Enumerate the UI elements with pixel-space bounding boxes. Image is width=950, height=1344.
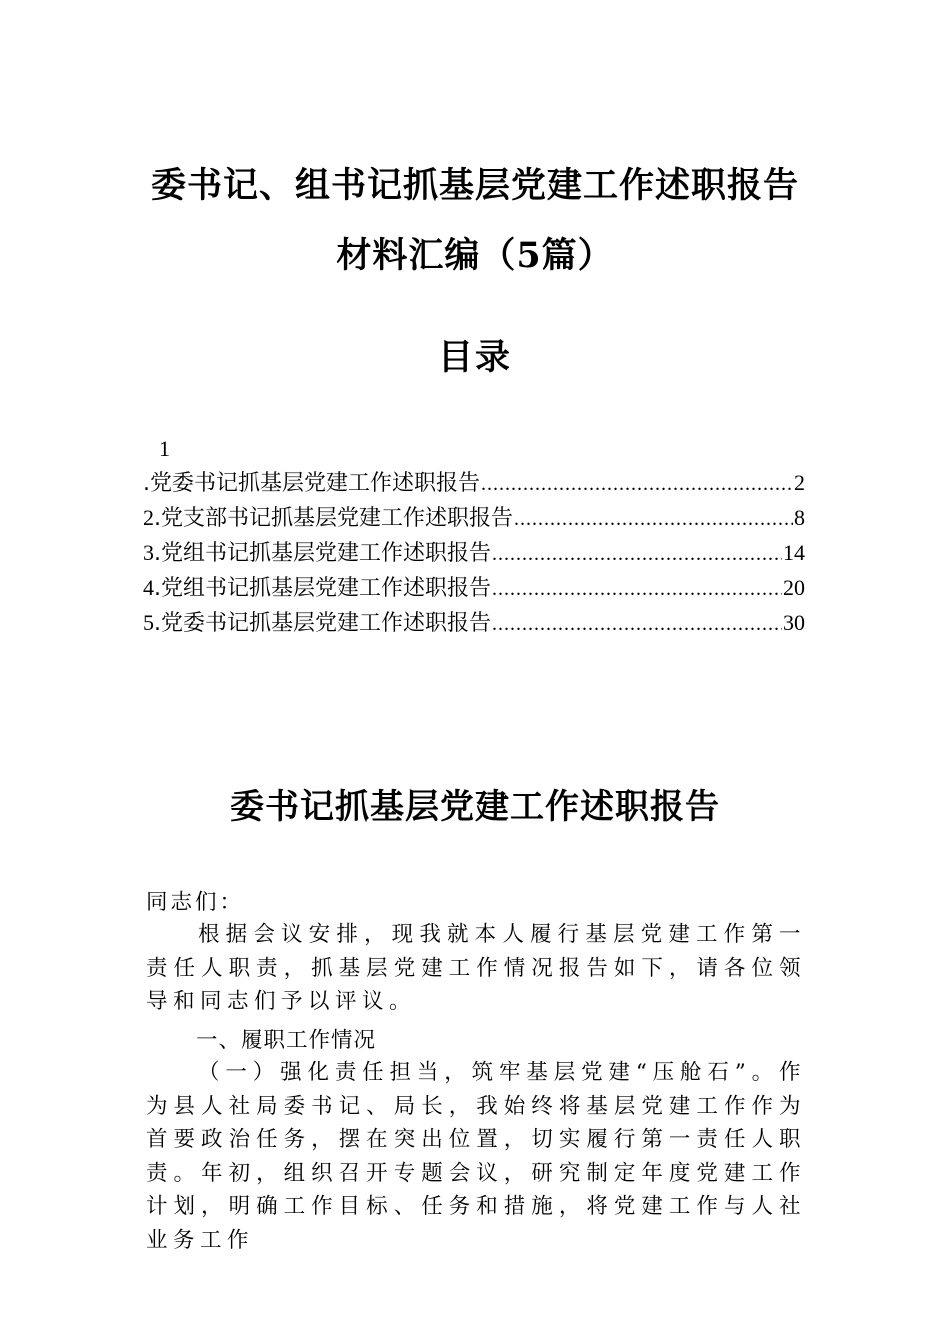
- toc-leader-dots: [514, 508, 793, 531]
- toc-leader-dots: [492, 613, 782, 636]
- toc-item-label: .党组书记抓基层党建工作述职报告: [154, 541, 491, 566]
- toc-item-label: .党委书记抓基层党建工作述职报告: [143, 471, 480, 496]
- toc-item-page: 2: [794, 470, 805, 495]
- report-title: 委书记抓基层党建工作述职报告: [230, 787, 720, 827]
- toc-item-label: .党支部书记抓基层党建工作述职报告: [154, 506, 513, 531]
- document-title: 委书记、组书记抓基层党建工作述职报告: [150, 165, 799, 206]
- toc-item-number: 5: [143, 610, 154, 635]
- toc-heading: 目录: [437, 337, 512, 378]
- toc-item-page: 20: [783, 575, 805, 600]
- toc-item[interactable]: [143, 501, 805, 533]
- toc-item-number: 3: [143, 540, 154, 565]
- toc-item-page: 8: [794, 505, 805, 530]
- section-heading: 一、履职工作情况: [196, 1028, 377, 1053]
- section-paragraph: （一）强化责任担当，筑牢基层党建“压舱石”。作为县人社局委书记、局长，我始终将基层党建工作作为首要政治任务，摆在突出位置，切实履行第一责任人职责。年初，组织召开专题会议，研究制定年度党建工作计划，明确工作目标、任务和措施，将党建工作与人社业务工作: [146, 1060, 806, 1253]
- toc-item-page: 14: [783, 540, 805, 565]
- document-subtitle: 材料汇编（5篇）: [336, 235, 614, 276]
- toc-leader-dots: [492, 578, 782, 601]
- toc-item-label: .党组书记抓基层党建工作述职报告: [154, 576, 491, 601]
- toc-item-number: 4: [143, 575, 154, 600]
- toc-leader-dots: [481, 473, 793, 496]
- toc-leader-dots: [492, 543, 782, 566]
- toc-item[interactable]: [143, 466, 805, 498]
- toc-item[interactable]: [143, 536, 805, 568]
- toc-item-1-number: 1: [159, 436, 170, 461]
- toc-item-number: 2: [143, 505, 154, 530]
- intro-paragraph: 根据会议安排，现我就本人履行基层党建工作第一责任人职责，抓基层党建工作情况报告如下，请各位领导和同志们予以评议。: [146, 922, 806, 1014]
- toc-item[interactable]: [143, 606, 805, 638]
- salutation: 同志们：: [146, 890, 245, 915]
- toc-item-page: 30: [783, 610, 805, 635]
- toc-item[interactable]: [143, 571, 805, 603]
- toc-item-label: .党委书记抓基层党建工作述职报告: [154, 611, 491, 636]
